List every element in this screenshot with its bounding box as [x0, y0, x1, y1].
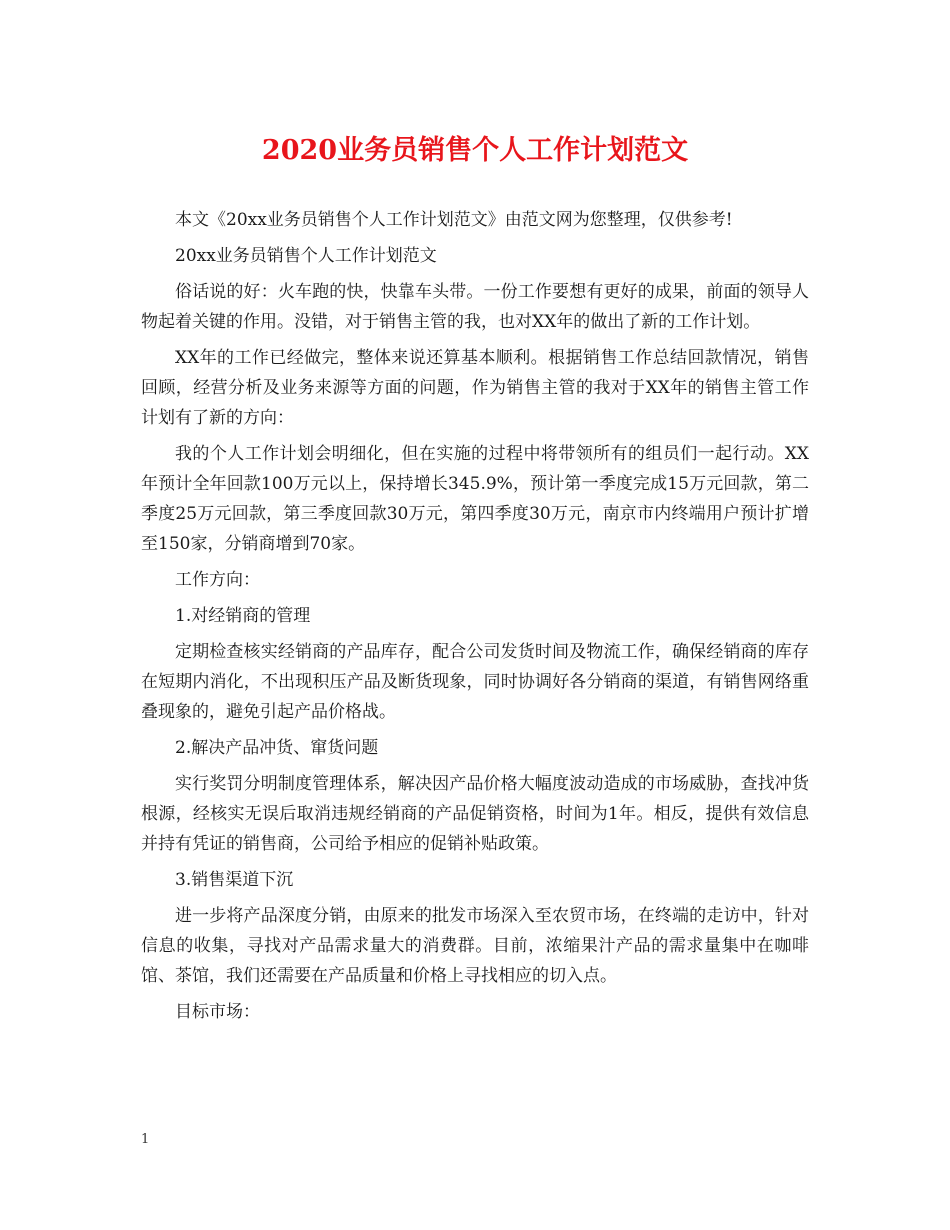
page-number: 1 — [141, 1132, 150, 1147]
document-title: 2020业务员销售个人工作计划范文 — [261, 135, 689, 166]
paragraph: 20xx业务员销售个人工作计划范文 — [175, 246, 437, 266]
paragraph: 进一步将产品深度分销，由原来的批发市场深入至农贸市场，在终端的走访中，针对信息的收集，寻找对产品需求量大的消费群。目前，浓缩果汁产品的需求量集中在咖啡馆、茶馆，我们还需要在产品质量和价格上寻找相应的切入点。 — [141, 906, 809, 986]
paragraph: 实行奖罚分明制度管理体系，解决因产品价格大幅度波动造成的市场威胁，查找冲货根源，经核实无误后取消违规经销商的产品促销资格，时间为1年。相反，提供有效信息并持有凭证的销售商，公司给予相应的促销补贴政策。 — [141, 774, 809, 854]
paragraph: 定期检查核实经销商的产品库存，配合公司发货时间及物流工作，确保经销商的库存在短期内消化，不出现积压产品及断货现象，同时协调好各分销商的渠道，有销售网络重叠现象的，避免引起产品价格战。 — [141, 642, 809, 722]
section-label: 目标市场： — [175, 1002, 260, 1022]
paragraph: 本文《20xx业务员销售个人工作计划范文》由范文网为您整理，仅供参考! — [175, 210, 733, 230]
paragraph: 我的个人工作计划会明细化，但在实施的过程中将带领所有的组员们一起行动。XX年预计全年回款100万元以上，保持增长345.9%，预计第一季度完成15万元回款，第二季度25万元回款，第三季度回款30万元，第四季度30万元，南京市内终端用户预计扩增至150家，分销商增到70家。 — [141, 444, 809, 554]
document-body — [141, 205, 809, 1033]
section-label: 工作方向： — [175, 570, 260, 590]
section-heading: 2.解决产品冲货、窜货问题 — [175, 738, 379, 758]
paragraph: 俗话说的好：火车跑的快，快靠车头带。一份工作要想有更好的成果，前面的领导人物起着关键的作用。没错，对于销售主管的我，也对XX年的做出了新的工作计划。 — [141, 282, 809, 332]
paragraph: XX年的工作已经做完，整体来说还算基本顺利。根据销售工作总结回款情况，销售回顾，经营分析及业务来源等方面的问题，作为销售主管的我对于XX年的销售主管工作计划有了新的方向： — [141, 348, 809, 428]
section-heading: 1.对经销商的管理 — [175, 606, 311, 626]
section-heading: 3.销售渠道下沉 — [175, 870, 294, 890]
